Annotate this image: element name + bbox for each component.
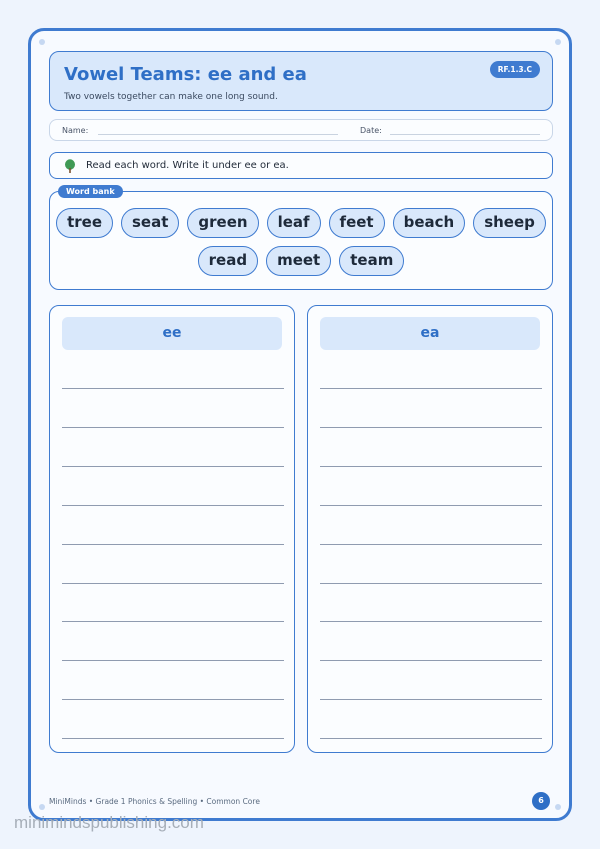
worksheet-page bbox=[28, 28, 572, 821]
instruction-text: Read each word. Write it under ee or ea. bbox=[86, 160, 289, 171]
writing-line[interactable] bbox=[62, 505, 284, 506]
word-chip[interactable]: feet bbox=[329, 208, 385, 238]
ee-column bbox=[49, 305, 295, 753]
page-title: Vowel Teams: ee and ea bbox=[64, 64, 307, 85]
word-chip[interactable]: seat bbox=[121, 208, 179, 238]
word-chip[interactable]: read bbox=[198, 246, 258, 276]
writing-line[interactable] bbox=[62, 583, 284, 584]
writing-line[interactable] bbox=[320, 660, 542, 661]
ea-column bbox=[307, 305, 553, 753]
date-label: Date: bbox=[360, 126, 382, 135]
writing-line[interactable] bbox=[62, 660, 284, 661]
corner-dot bbox=[555, 39, 561, 45]
writing-line[interactable] bbox=[62, 427, 284, 428]
word-bank bbox=[49, 187, 553, 290]
watermark: minimindspublishing.com bbox=[14, 813, 204, 832]
word-chip[interactable]: leaf bbox=[267, 208, 321, 238]
corner-dot bbox=[39, 804, 45, 810]
writing-line[interactable] bbox=[62, 388, 284, 389]
title-box bbox=[49, 51, 553, 111]
student-info-row bbox=[49, 119, 553, 141]
word-chip[interactable]: meet bbox=[266, 246, 331, 276]
word-chip[interactable]: sheep bbox=[473, 208, 546, 238]
page-number: 6 bbox=[532, 792, 550, 810]
corner-dot bbox=[39, 39, 45, 45]
word-chip[interactable]: tree bbox=[56, 208, 113, 238]
writing-line[interactable] bbox=[320, 621, 542, 622]
word-bank-row bbox=[50, 208, 552, 238]
name-field[interactable] bbox=[98, 134, 338, 135]
writing-line[interactable] bbox=[320, 699, 542, 700]
writing-line[interactable] bbox=[320, 505, 542, 506]
ee-column-header: ee bbox=[62, 317, 282, 350]
word-bank-label: Word bank bbox=[58, 185, 123, 198]
writing-line[interactable] bbox=[62, 621, 284, 622]
writing-line[interactable] bbox=[320, 427, 542, 428]
page-subtitle: Two vowels together can make one long sound. bbox=[64, 92, 278, 102]
tree-icon bbox=[64, 159, 76, 173]
word-chip[interactable]: green bbox=[187, 208, 258, 238]
footer-text: MiniMinds • Grade 1 Phonics & Spelling • Common Core bbox=[49, 797, 260, 806]
writing-line[interactable] bbox=[320, 388, 542, 389]
name-label: Name: bbox=[62, 126, 89, 135]
writing-line[interactable] bbox=[62, 699, 284, 700]
word-bank-row bbox=[50, 246, 552, 276]
standard-badge: RF.1.3.C bbox=[490, 61, 540, 78]
writing-line[interactable] bbox=[62, 544, 284, 545]
word-chip[interactable]: team bbox=[339, 246, 404, 276]
writing-line[interactable] bbox=[320, 583, 542, 584]
date-field[interactable] bbox=[390, 134, 540, 135]
writing-line[interactable] bbox=[62, 466, 284, 467]
writing-line[interactable] bbox=[62, 738, 284, 739]
word-chip[interactable]: beach bbox=[393, 208, 466, 238]
corner-dot bbox=[555, 804, 561, 810]
writing-line[interactable] bbox=[320, 466, 542, 467]
writing-line[interactable] bbox=[320, 738, 542, 739]
instruction-box bbox=[49, 152, 553, 179]
writing-line[interactable] bbox=[320, 544, 542, 545]
ea-column-header: ea bbox=[320, 317, 540, 350]
